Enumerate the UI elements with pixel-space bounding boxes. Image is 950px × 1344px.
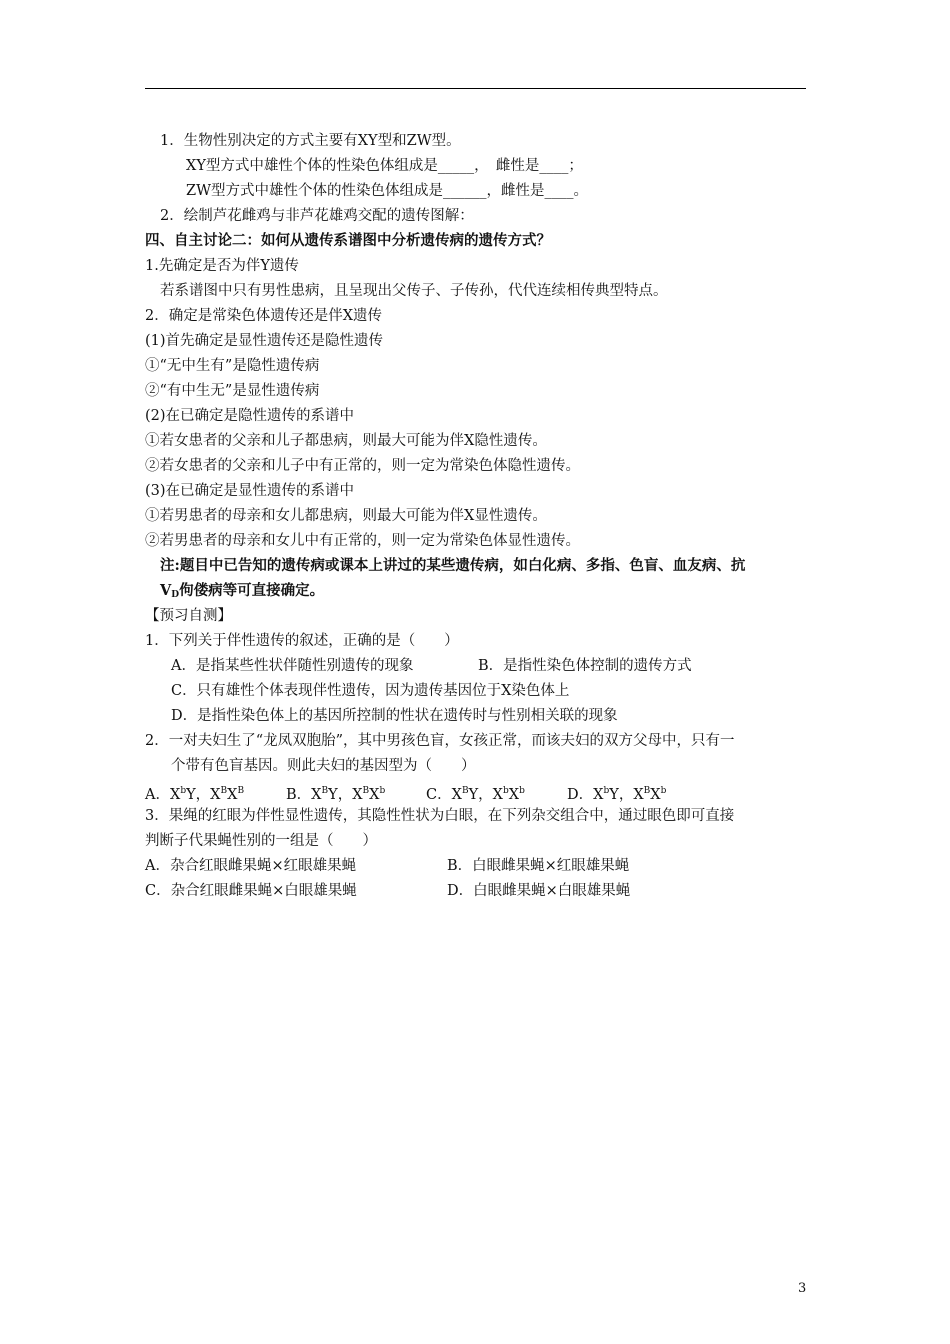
rule-x-dominant: ①若男患者的母亲和女儿都患病，则最大可能为伴X显性遗传。	[145, 508, 547, 524]
preview-test-heading: 【预习自测】	[145, 608, 232, 624]
step-1-desc: 若系谱图中只有男性患病，且呈现出父传子、子传孙，代代连续相传典型特点。	[160, 283, 668, 299]
rule-x-recessive: ①若女患者的父亲和儿子都患病，则最大可能为伴X隐性遗传。	[145, 433, 547, 449]
question-2-line-2: 个带有色盲基因。则此夫妇的基因型为（ ）	[171, 758, 476, 774]
rule-auto-recessive: ②若女患者的父亲和儿子中有正常的，则一定为常染色体隐性遗传。	[145, 458, 580, 474]
sub-1: (1)首先确定是显性遗传还是隐性遗传	[145, 333, 384, 349]
q3-option-a: A．杂合红眼雌果蝇×红眼雄果蝇	[145, 858, 357, 874]
q2-option-b: B．$X^BY$，$X^BX^b$	[286, 786, 386, 803]
question-2-line-1: 2．一对夫妇生了“龙凤双胞胎”，其中男孩色盲，女孩正常，而该夫妇的双方父母中，只有一	[145, 733, 735, 749]
xy-type-line: XY型方式中雄性个体的性染色体组成是_____， 雌性是____；	[186, 158, 583, 174]
question-3-line-2: 判断子代果蝇性别的一组是（ ）	[145, 833, 377, 849]
step-1: 1.先确定是否为伴Y遗传	[145, 258, 299, 274]
q1-option-c: C．只有雄性个体表现伴性遗传，因为遗传基因位于X染色体上	[171, 683, 570, 699]
item-1: 1．生物性别决定的方式主要有XY型和ZW型。	[160, 133, 461, 149]
zw-type-line: ZW型方式中雄性个体的性染色体组成是______，雌性是____。	[186, 183, 588, 199]
question-1: 1．下列关于伴性遗传的叙述，正确的是（ ）	[145, 633, 459, 649]
page-number: 3	[798, 1281, 807, 1296]
section-heading: 四、自主讨论二：如何从遗传系谱图中分析遗传病的遗传方式？	[145, 232, 551, 249]
header-rule	[145, 88, 806, 89]
q2-option-c: C．$X^BY$，$X^bX^b$	[426, 786, 525, 803]
note-line-1: 注:题目中已告知的遗传病或课本上讲过的某些遗传病，如白化病、多指、色盲、血友病、抗	[160, 557, 746, 574]
rule-auto-dominant: ②若男患者的母亲和女儿中有正常的，则一定为常染色体显性遗传。	[145, 533, 580, 549]
question-3-line-1: 3．果绳的红眼为伴性显性遗传，其隐性性状为白眼，在下列杂交组合中，通过眼色即可直接	[145, 808, 735, 824]
note-line-2: $V_D$佝偻病等可直接确定。	[160, 582, 325, 600]
sub-2: (2)在已确定是隐性遗传的系谱中	[145, 408, 355, 424]
q3-option-c: C．杂合红眼雌果蝇×白眼雄果蝇	[145, 883, 357, 899]
q1-option-b: B．是指性染色体控制的遗传方式	[478, 658, 692, 674]
q1-option-a: A．是指某些性状伴随性别遗传的现象	[171, 658, 414, 674]
step-2: 2．确定是常染色体遗传还是伴X遗传	[145, 308, 383, 324]
q2-option-a: A．$X^bY$，$X^BX^B$	[145, 786, 245, 803]
sub-3: (3)在已确定是显性遗传的系谱中	[145, 483, 355, 499]
q2-option-d: D．$X^bY$，$X^BX^b$	[567, 786, 667, 803]
q3-option-d: D．白眼雌果蝇×白眼雄果蝇	[447, 883, 631, 899]
q1-option-d: D．是指性染色体上的基因所控制的性状在遗传时与性别相关联的现象	[171, 708, 618, 724]
item-2: 2．绘制芦花雌鸡与非芦花雄鸡交配的遗传图解：	[160, 208, 474, 224]
rule-dominant: ②“有中生无”是显性遗传病	[145, 383, 320, 399]
q3-option-b: B．白眼雌果蝇×红眼雄果蝇	[447, 858, 630, 874]
rule-recessive: ①“无中生有”是隐性遗传病	[145, 358, 320, 374]
